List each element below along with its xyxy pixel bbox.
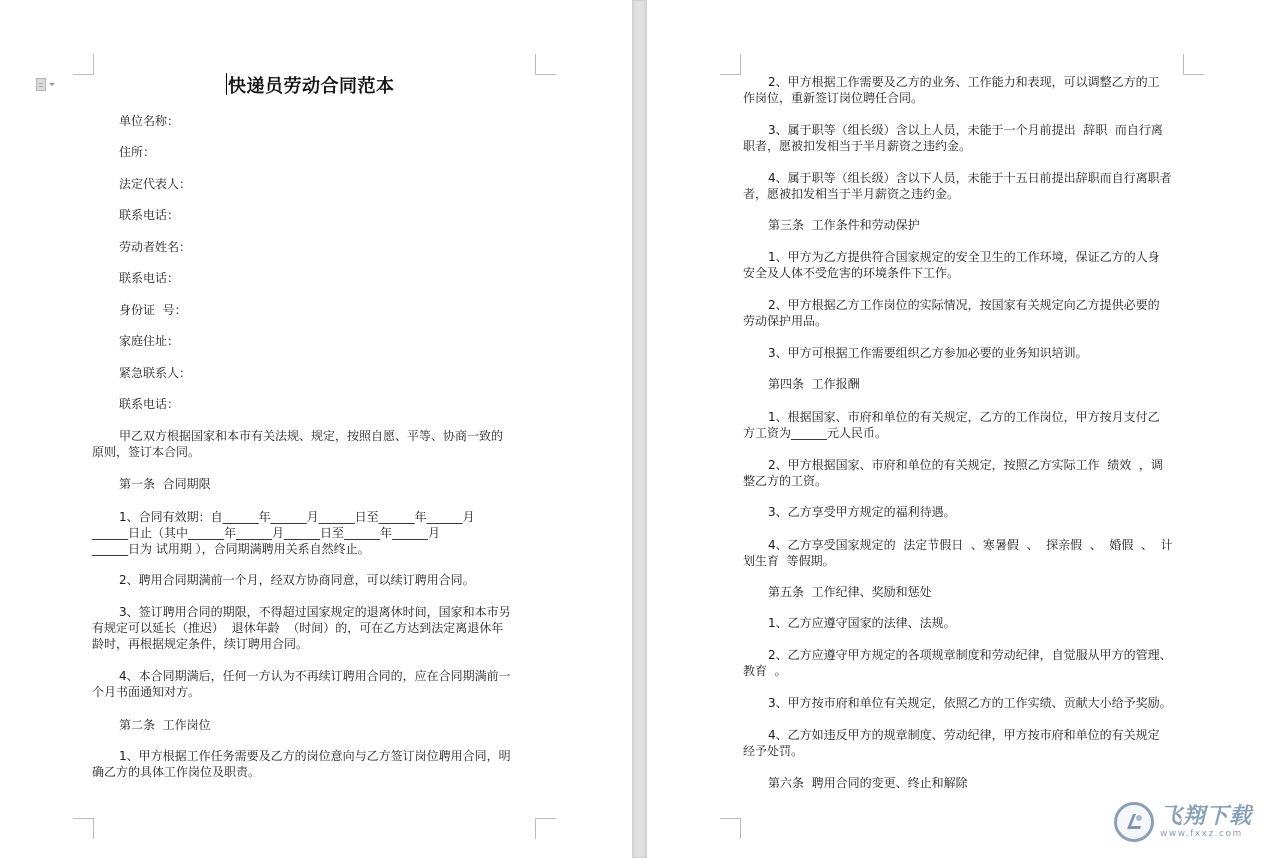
paragraph-line[interactable]: 作岗位，重新签订岗位聘任合同。 bbox=[743, 91, 924, 105]
margin-corner-bottom-left bbox=[73, 818, 94, 839]
article-1-heading[interactable]: 第一条 合同期限 bbox=[119, 477, 211, 491]
paragraph-line[interactable]: 1、甲方根据工作任务需要及乙方的岗位意向与乙方签订岗位聘用合同，明 bbox=[119, 749, 511, 763]
paragraph-line[interactable]: 2、聘用合同期满前一个月，经双方协商同意，可以续订聘用合同。 bbox=[119, 573, 475, 587]
paragraph-line[interactable]: 4、乙方享受国家规定的 法定节假日 、寒暑假 、 探亲假 、 婚假 、 计 bbox=[768, 538, 1173, 552]
paragraph-line[interactable]: 有规定可以延长（推迟） 退休年龄 （时间）的，可在乙方达到法定离退休年 bbox=[92, 621, 504, 635]
paragraph-line[interactable]: 者，愿被扣发相当于半月薪资之违约金。 bbox=[743, 187, 960, 201]
intro-line[interactable]: 原则，签订本合同。 bbox=[92, 445, 201, 459]
paragraph-line[interactable]: 1、合同有效期：自______年______月______日至______年______月 bbox=[119, 510, 475, 524]
document-page-left[interactable] bbox=[0, 0, 632, 858]
article-3-heading[interactable]: 第三条 工作条件和劳动保护 bbox=[768, 218, 920, 232]
paragraph-line[interactable]: 安全及人体不受危害的环境条件下工作。 bbox=[743, 266, 960, 280]
paragraph-line[interactable]: 职者，愿被扣发相当于半月薪资之违约金。 bbox=[743, 139, 972, 153]
paragraph-line[interactable]: 劳动保护用品。 bbox=[743, 314, 828, 328]
paragraph-line[interactable]: 2、乙方应遵守甲方规定的各项规章制度和劳动纪律，自觉服从甲方的管理、 bbox=[768, 648, 1172, 662]
margin-corner-top-right bbox=[1183, 54, 1204, 75]
paragraph-line[interactable]: 1、根据国家、市府和单位的有关规定，乙方的工作岗位，甲方按月支付乙 bbox=[768, 410, 1160, 424]
page-gutter bbox=[632, 0, 647, 858]
field-phone-3[interactable]: 联系电话： bbox=[119, 397, 180, 411]
paragraph-line[interactable]: 3、属于职等（组长级）含以上人员，未能于一个月前提出 辞职 而自行离 bbox=[768, 123, 1163, 137]
paragraph-line[interactable]: 3、甲方按市府和单位有关规定，依照乙方的工作实绩、贡献大小给予奖励。 bbox=[768, 696, 1172, 710]
article-2-heading[interactable]: 第二条 工作岗位 bbox=[119, 718, 211, 732]
margin-corner-top-left bbox=[73, 54, 94, 75]
article-4-heading[interactable]: 第四条 工作报酬 bbox=[768, 377, 860, 391]
margin-corner-bottom-right bbox=[535, 818, 556, 839]
field-id-number[interactable]: 身份证 号： bbox=[119, 303, 187, 317]
field-home-address[interactable]: 家庭住址： bbox=[119, 334, 180, 348]
paragraph-line[interactable]: 整乙方的工资。 bbox=[743, 474, 828, 488]
paragraph-line[interactable]: ______日止（其中______年______月______日至______年______月 bbox=[92, 526, 441, 540]
paragraph-line[interactable]: 经予处罚。 bbox=[743, 744, 804, 758]
document-options-icon[interactable] bbox=[36, 76, 58, 92]
paragraph-line[interactable]: 3、乙方享受甲方规定的福利待遇。 bbox=[768, 505, 956, 519]
paragraph-line[interactable]: 4、乙方如违反甲方的规章制度、劳动纪律，甲方按市府和单位的有关规定 bbox=[768, 728, 1160, 742]
paragraph-line[interactable]: ______日为 试用期 ），合同期满聘用关系自然终止。 bbox=[92, 542, 370, 556]
page-icon bbox=[36, 78, 46, 91]
paragraph-line[interactable]: 龄时，再根据规定条件，续订聘用合同。 bbox=[92, 637, 309, 651]
article-6-heading[interactable]: 第六条 聘用合同的变更、终止和解除 bbox=[768, 776, 968, 790]
paragraph-line[interactable]: 4、本合同期满后，任何一方认为不再续订聘用合同的，应在合同期满前一 bbox=[119, 669, 511, 683]
site-watermark bbox=[1114, 798, 1266, 846]
paragraph-line[interactable]: 3、签订聘用合同的期限，不得超过国家规定的退离休时间，国家和本市另 bbox=[119, 605, 511, 619]
field-address[interactable]: 住所： bbox=[119, 145, 156, 159]
watermark-logo-icon bbox=[1114, 802, 1154, 842]
field-worker-name[interactable]: 劳动者姓名： bbox=[119, 240, 192, 254]
paragraph-line[interactable]: 教育 。 bbox=[743, 664, 787, 678]
margin-corner-top-left bbox=[720, 54, 741, 75]
paragraph-line[interactable]: 2、甲方根据工作需要及乙方的业务、工作能力和表现，可以调整乙方的工 bbox=[768, 75, 1160, 89]
paragraph-line[interactable]: 1、乙方应遵守国家的法律、法规。 bbox=[768, 616, 956, 630]
field-emergency-contact[interactable]: 紧急联系人： bbox=[119, 366, 192, 380]
chevron-down-icon bbox=[49, 83, 55, 86]
paragraph-line[interactable]: 4、属于职等（组长级）含以下人员，未能于十五日前提出辞职而自行离职者 bbox=[768, 171, 1172, 185]
field-phone-1[interactable]: 联系电话： bbox=[119, 208, 180, 222]
intro-line[interactable]: 甲乙双方根据国家和本市有关法规、规定，按照自愿、平等、协商一致的 bbox=[119, 429, 504, 443]
field-phone-2[interactable]: 联系电话： bbox=[119, 271, 180, 285]
article-5-heading[interactable]: 第五条 工作纪律、奖励和惩处 bbox=[768, 585, 932, 599]
field-legal-rep[interactable]: 法定代表人： bbox=[119, 177, 192, 191]
watermark-title: 飞翔下载 bbox=[1160, 803, 1253, 829]
document-page-right[interactable] bbox=[647, 0, 1280, 858]
margin-corner-top-right bbox=[535, 54, 556, 75]
margin-corner-bottom-left bbox=[720, 818, 741, 839]
field-company-name[interactable]: 单位名称： bbox=[119, 114, 180, 128]
paragraph-line[interactable]: 方工资为______元人民币。 bbox=[743, 426, 888, 440]
paragraph-line[interactable]: 2、甲方根据乙方工作岗位的实际情况，按国家有关规定向乙方提供必要的 bbox=[768, 298, 1160, 312]
paragraph-line[interactable]: 个月书面通知对方。 bbox=[92, 685, 201, 699]
paragraph-line[interactable]: 1、甲方为乙方提供符合国家规定的安全卫生的工作环境，保证乙方的人身 bbox=[768, 250, 1160, 264]
paragraph-line[interactable]: 3、甲方可根据工作需要组织乙方参加必要的业务知识培训。 bbox=[768, 346, 1088, 360]
paragraph-line[interactable]: 确乙方的具体工作岗位及职责。 bbox=[92, 765, 261, 779]
text-cursor bbox=[226, 73, 227, 95]
document-title[interactable]: 快递员劳动合同范本 bbox=[228, 76, 395, 97]
paragraph-line[interactable]: 划生育 等假期。 bbox=[743, 554, 835, 568]
paragraph-line[interactable]: 2、甲方根据国家、市府和单位的有关规定，按照乙方实际工作 绩效 ，调 bbox=[768, 458, 1163, 472]
watermark-url: www.fxxz.com bbox=[1160, 828, 1243, 839]
